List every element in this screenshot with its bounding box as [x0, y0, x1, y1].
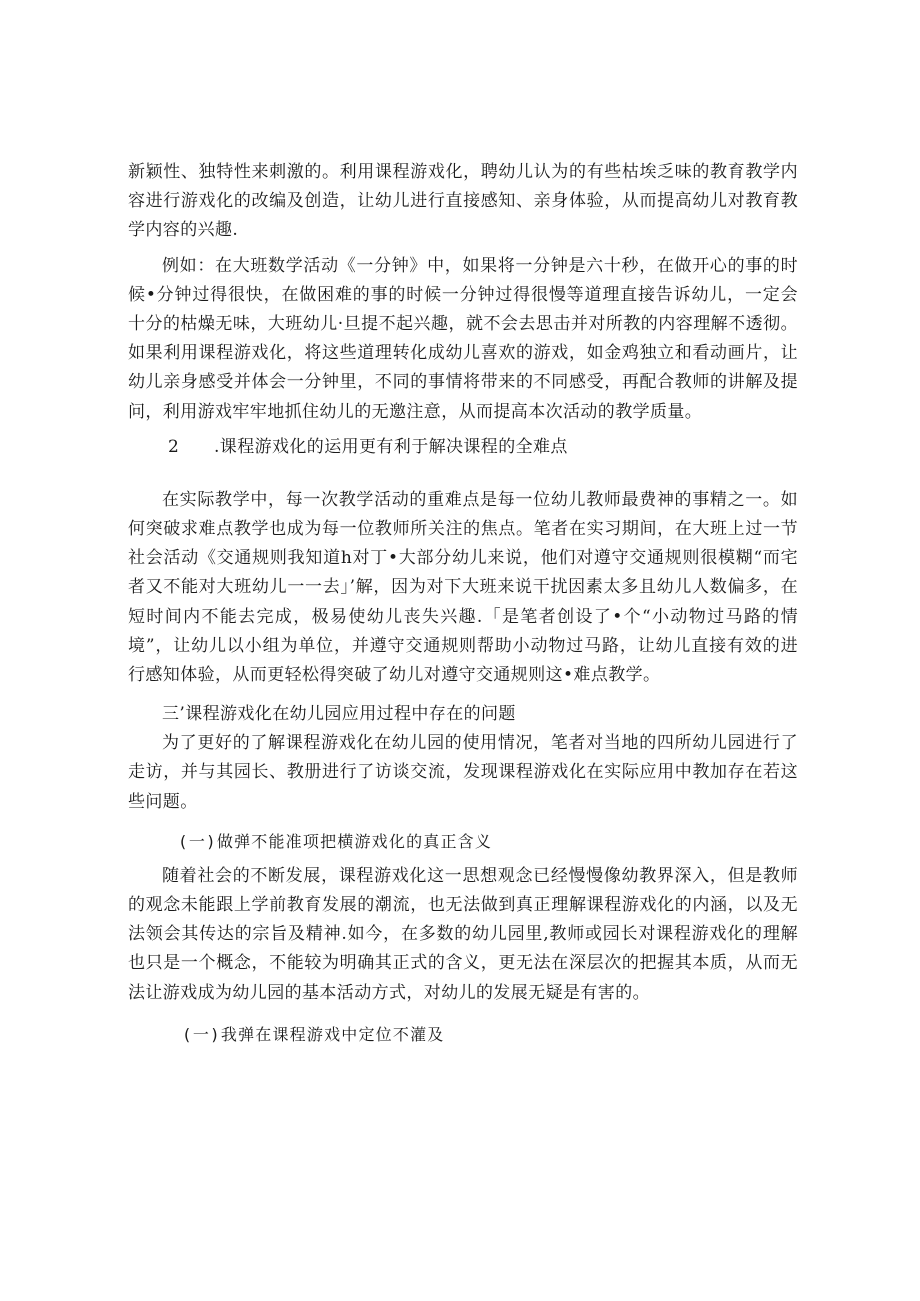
paragraph-2: 例如：在大班数学活动《一分钟》中，如果将一分钟是六十秒，在做开心的事的时候•分钟过得很快，在做困难的事的时候一分钟过得很慢等道理直接告诉幼儿，一定会十分的枯燥无味，大班幼儿·旦提不起兴趣，就不会去思击并对所教的内容理解不透彻。如果利用课程游戏化，将这些道理转化成幼儿喜欢的游戏，如金鸡独立和看动画片，让幼儿亲身感受并体会一分钟里，不同的事情将带来的不同感受，再配合教师的讲解及提问，利用游戏牢牢地抓住幼儿的无邀注意，从而提高本次活动的教学质量。 [128, 255, 798, 422]
chapter-heading-3: 三’课程游戏化在幼儿园应用过程中存在的问题 [162, 704, 516, 725]
section-heading-2 [128, 433, 798, 462]
subsection-heading-2: (一)我弹在课程游戏中定位不灌及 [182, 1024, 445, 1044]
paragraph-1: 新颖性、独特性来刺激的。利用课程游戏化，聘幼儿认为的有些枯埃乏味的教育教学内容进行游戏化的改编及创造，让幼儿进行直接感知、亲身体验，从而提高幼儿对教育教学内容的兴趣. [128, 162, 798, 241]
paragraph-5: 随着社会的不断发展，课程游戏化这一思想观念已经慢慢像幼教界深入，但是教师的观念未能跟上学前教育发展的潮流，也无法做到真正理解课程游戏化的内涵，以及无法领会其传达的宗旨及精神.如今，在多数的幼儿园里,教师或园长对课程游戏化的理解也只是一个概念，不能较为明确其正式的含义，更无法在深层次的把握其本质，从而无法让游戏成为幼儿园的基本活动方式，对幼儿的发展无疑是有害的。 [128, 865, 798, 1003]
section-title: .课程游戏化的运用更有利于解决课程的全难点 [214, 436, 568, 457]
paragraph-4: 为了更好的了解课程游戏化在幼儿园的使用情况，笔者对当地的四所幼儿园进行了走访，并与其园长、教册进行了访谈交流，发现课程游戏化在实际应用中教加存在若这些问题。 [128, 733, 798, 812]
section-number: 2 [168, 436, 180, 457]
subsection-heading-1: (一)做弹不能准项把横游戏化的真正含义 [178, 831, 493, 851]
paragraph-3: 在实际教学中，每一次教学活动的重难点是每一位幼儿教师最费神的事精之一。如何突破求难点教学也成为每一位教师所关注的焦点。笔者在实习期间，在大班上过一节社会活动《交通规则我知道h对丁•大部分幼儿来说，他们对遵守交通规则很模糊“而宅者又不能对大班幼儿一一去」’解，因为对下大班来说干扰因素太多且幼儿人数偏多，在短时间内不能去完成，极易使幼儿丧失兴趣.「是笔者创设了•个“小动物过马路的情境”，让幼儿以小组为单位，并遵守交通规则帮助小动物过马路，让幼儿直接有效的进行感知体验，从而更轻松得突破了幼儿对遵守交通规则这•难点教学。 [128, 489, 798, 686]
page-body [128, 158, 798, 1049]
